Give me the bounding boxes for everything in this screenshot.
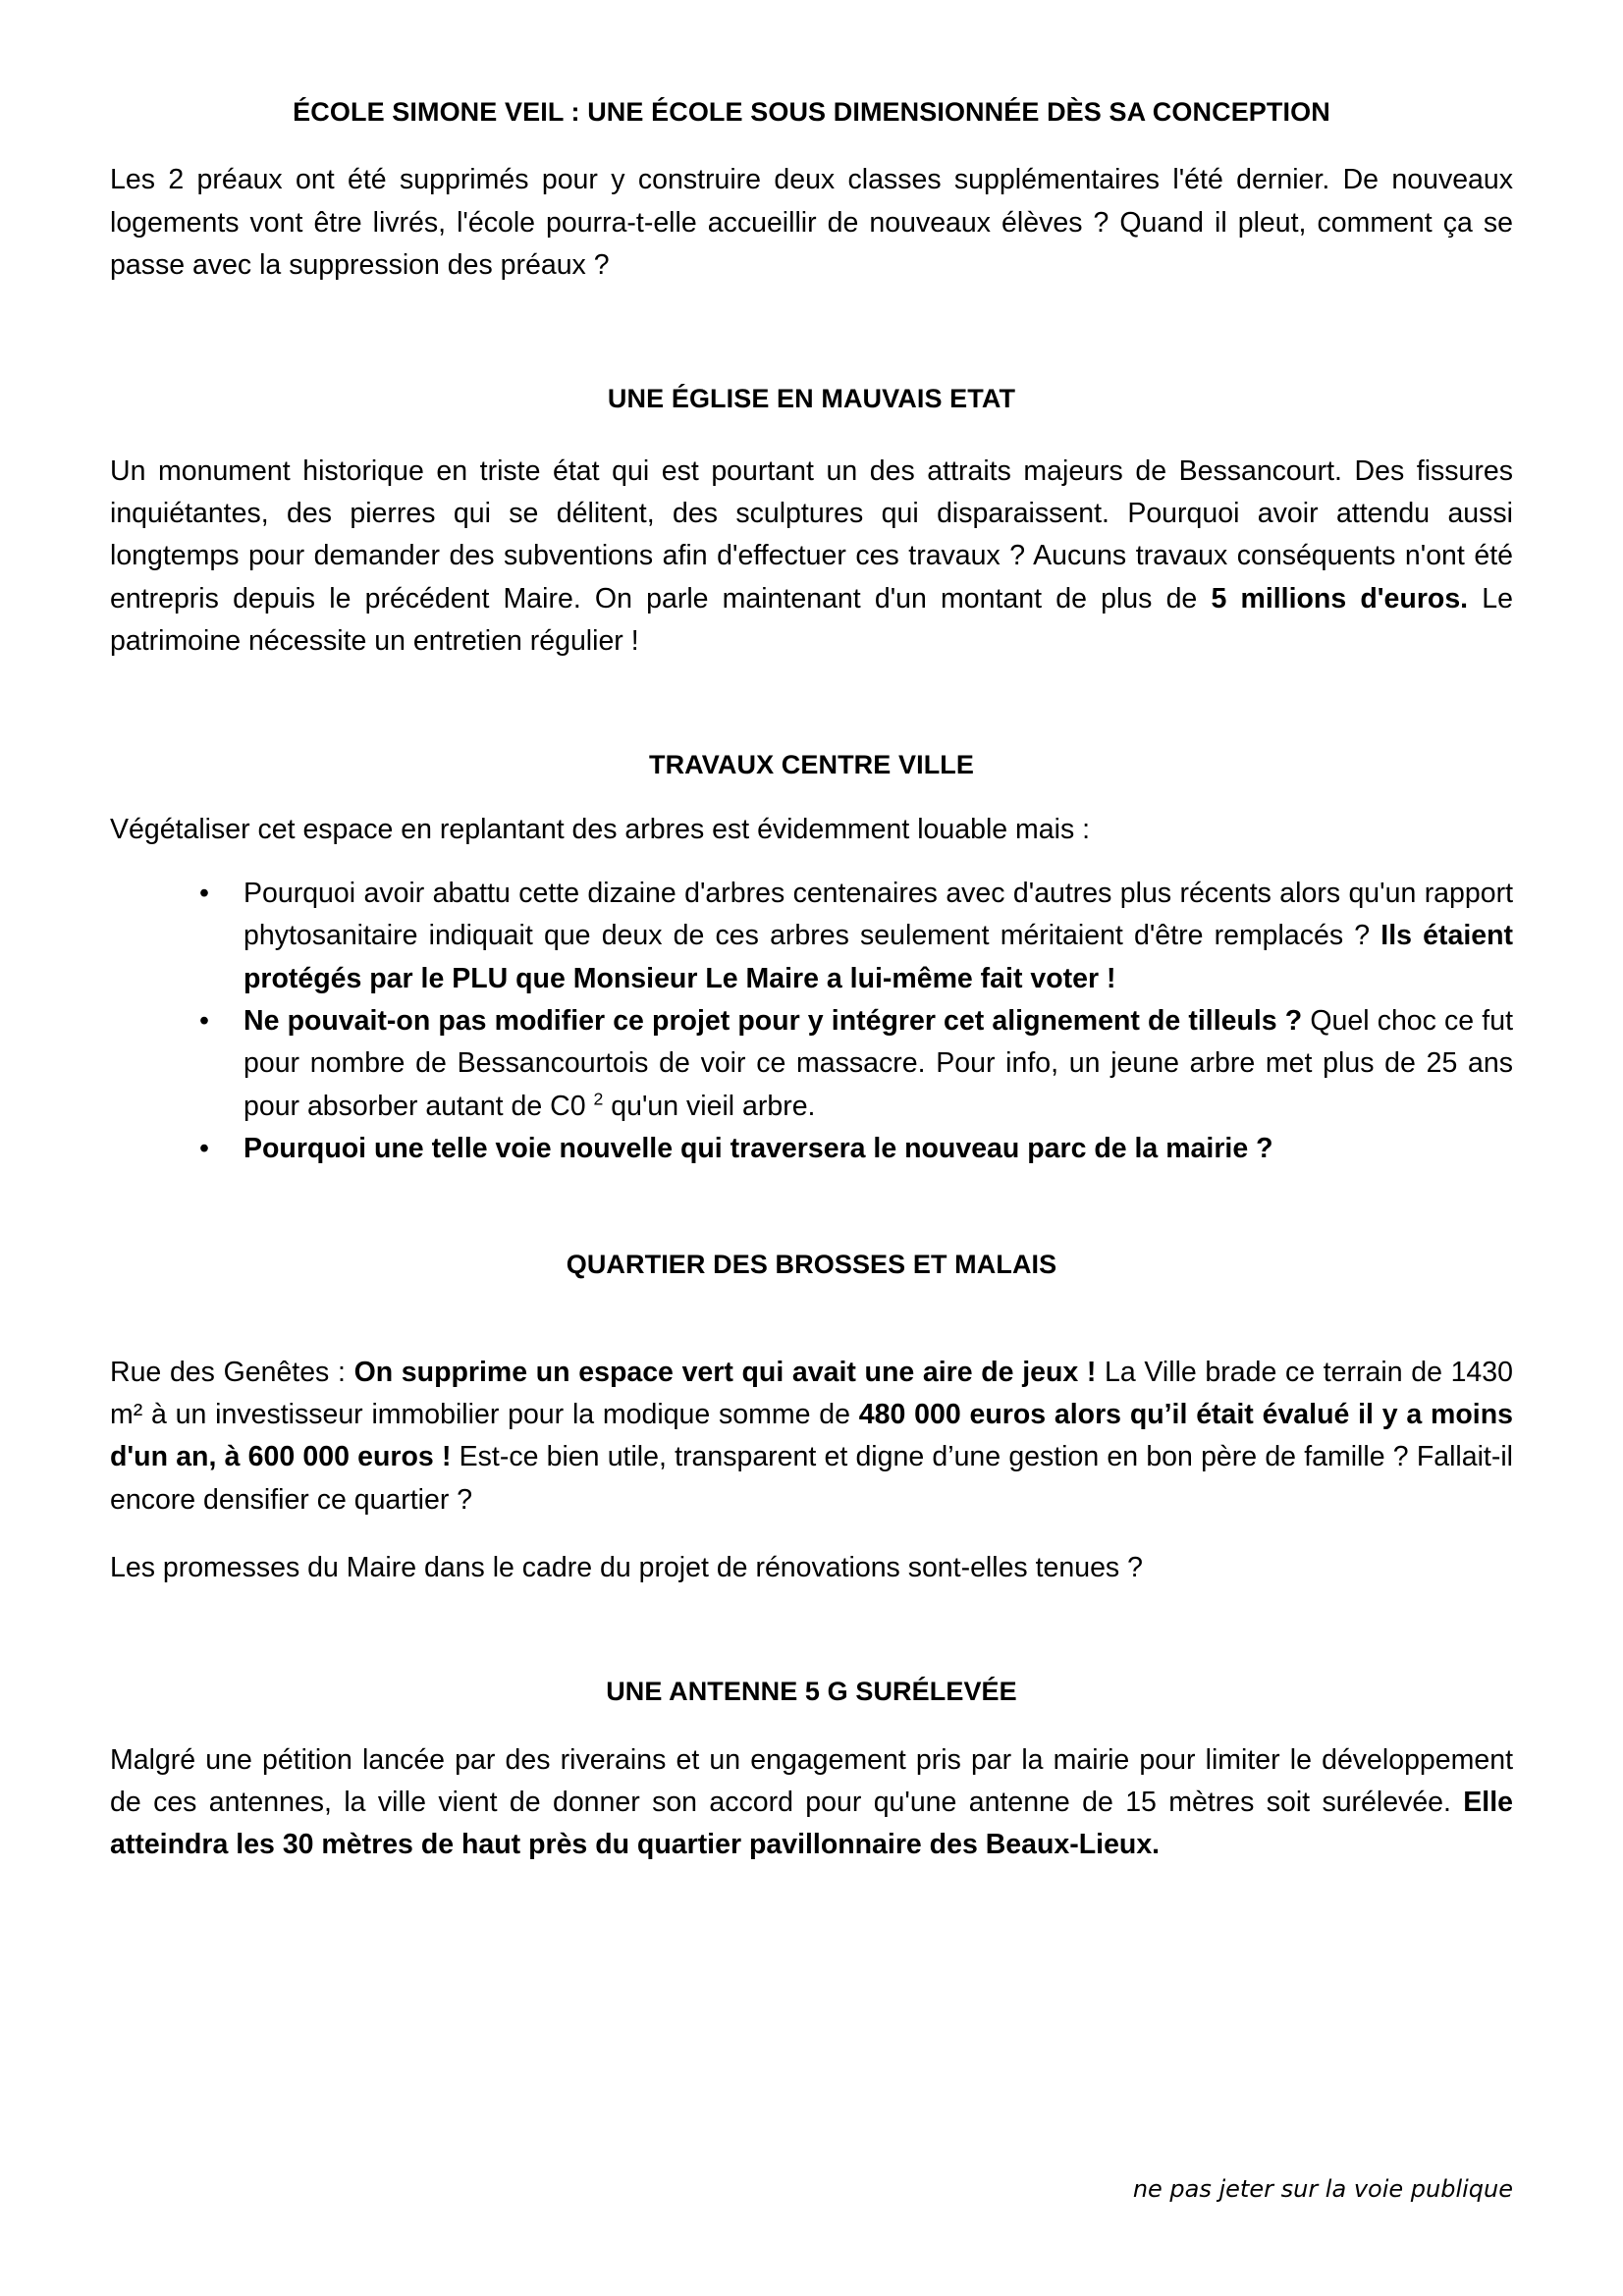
bullet-2-text-a: Quel choc ce fut pour nombre de Bessancourtois de voir ce massacre. Pour info, un jeune arbre met plus de 25 ans pour absorber autant de C0	[243, 1005, 1513, 1122]
bullet-3-bold: Pourquoi une telle voie nouvelle qui traversera le nouveau parc de la mairie ?	[243, 1133, 1273, 1164]
list-item	[110, 873, 1513, 1000]
spacer	[110, 663, 1513, 747]
spacer	[110, 1710, 1513, 1739]
quartier-bold-1: On supprime un espace vert qui avait une aire de jeux !	[353, 1356, 1097, 1388]
spacer	[110, 1283, 1513, 1352]
paragraph-quartier-1	[110, 1352, 1513, 1522]
co2-superscript: 2	[593, 1089, 604, 1109]
spacer	[110, 287, 1513, 381]
spacer	[110, 1170, 1513, 1247]
paragraph-ecole-simone-veil: Les 2 préaux ont été supprimés pour y construire deux classes supplémentaires l'été dernier. De nouveaux logements vont être livrés, l'école pourra-t-elle accueillir de nouveaux élèves ? Quand il pleut, comment ça se passe avec la suppression des préaux ?	[110, 164, 1513, 282]
list-item-text	[243, 873, 1513, 1000]
section-heading-travaux-centre-ville: TRAVAUX CENTRE VILLE	[648, 750, 974, 780]
section-heading-antenne-5g: UNE ANTENNE 5 G SURÉLEVÉE	[606, 1677, 1017, 1707]
paragraph-quartier-2: Les promesses du Maire dans le cadre du projet de rénovations sont-elles tenues ?	[110, 1552, 1143, 1583]
bullet-2-bold: Ne pouvait-on pas modifier ce projet pour y intégrer cet alignement de tilleuls ?	[243, 1005, 1303, 1038]
antenne-text-1: Malgré une pétition lancée par des riverains et un engagement pris par la mairie pour limiter le développement de ces antennes, la ville vient de donner son accord pour qu'une antenne de 15 mètres soit surélevée.	[110, 1743, 1513, 1819]
list-item-text	[243, 1128, 1513, 1170]
travaux-bullet-list	[110, 873, 1513, 1170]
spacer	[110, 130, 1513, 159]
spacer	[110, 1522, 1513, 1547]
list-item	[110, 1128, 1513, 1170]
spacer	[110, 783, 1513, 809]
bullet-point-icon: •	[199, 878, 209, 910]
bullet-1-text-1: Pourquoi avoir abattu cette dizaine d'arbres centenaires avec d'autres plus récents alors qu'un rapport phytosanitaire indiquait que deux de ces arbres seulement méritaient d'être remplacés ?	[243, 878, 1513, 952]
section-heading-quartier-brosses-malais: QUARTIER DES BROSSES ET MALAIS	[566, 1250, 1057, 1280]
spacer	[110, 1589, 1513, 1674]
bullet-2-text-b: qu'un vieil arbre.	[603, 1090, 816, 1122]
paragraph-eglise	[110, 451, 1513, 664]
quartier-text-3: Est-ce bien utile, transparent et digne d’une gestion en bon père de famille ? Fallait-il encore densifier ce quartier ?	[110, 1441, 1514, 1516]
document-content	[110, 94, 1513, 1867]
bullet-point-icon: •	[199, 1005, 209, 1038]
paragraph-eglise-amount-bold: 5 millions d'euros.	[1211, 582, 1469, 614]
list-item	[110, 1000, 1513, 1128]
bullet-1-bold: Ils étaient protégés par le PLU que Monsieur Le Maire a lui-même fait voter !	[243, 920, 1514, 994]
paragraph-eglise-text-1: Un monument historique en triste état qui est pourtant un des attraits majeurs de Bessancourt. Des fissures inquiétantes, des pierres qui se délitent, des sculptures qui disparaissent. Pourquoi avoir attendu aussi longtemps pour demander des subventions afin d'effectuer ces travaux ? Aucuns travaux conséquents n'ont été entrepris depuis le précédent Maire. On parle maintenant d'un montant de plus de	[110, 454, 1513, 614]
quartier-bold-2: 480 000 euros alors qu’il était évalué il y a moins d'un an, à 600 000 euros !	[110, 1399, 1513, 1473]
section-heading-ecole-simone-veil: ÉCOLE SIMONE VEIL : UNE ÉCOLE SOUS DIMENSIONNÉE DÈS SA CONCEPTION	[293, 97, 1330, 127]
paragraph-eglise-text-2: Le patrimoine nécessite un entretien régulier !	[110, 582, 1513, 658]
list-item-text	[243, 1000, 1513, 1128]
bullet-point-icon: •	[199, 1133, 209, 1164]
antenne-bold-1: Elle atteindra les 30 mètres de haut près du quartier pavillonnaire des Beaux-Lieux.	[110, 1787, 1513, 1861]
paragraph-antenne	[110, 1739, 1513, 1867]
quartier-text-2: La Ville brade ce terrain de 1430 m² à un investisseur immobilier pour la modique somme de	[110, 1356, 1513, 1431]
spacer	[110, 851, 1513, 873]
footer-note: ne pas jeter sur la voie publique	[1132, 2175, 1513, 2203]
quartier-text-1: Rue des Genêtes :	[110, 1356, 354, 1388]
section-heading-eglise: UNE ÉGLISE EN MAUVAIS ETAT	[607, 384, 1016, 414]
spacer	[110, 417, 1513, 451]
paragraph-travaux-intro: Végétaliser cet espace en replantant des arbres est évidemment louable mais :	[110, 813, 1091, 845]
